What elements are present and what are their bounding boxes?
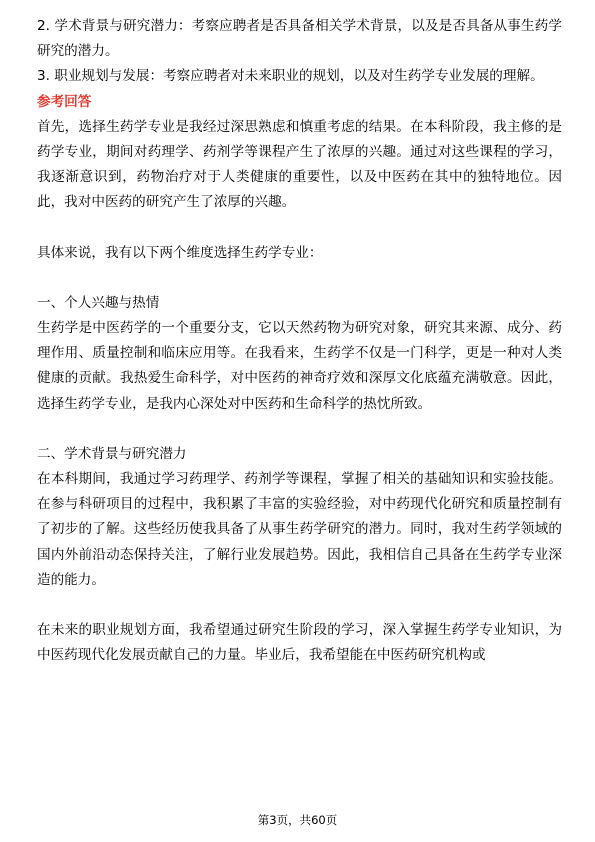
section2-heading: 二、学术背景与研究潜力 bbox=[37, 445, 187, 462]
section1-heading: 一、个人兴趣与热情 bbox=[37, 294, 160, 311]
criterion-3: 3. 职业规划与发展：考察应聘者对未来职业的规划，以及对生药学专业发展的理解。 bbox=[37, 68, 544, 85]
criterion-2: 2. 学术背景与研究潜力：考察应聘者是否具备相关学术背景，以及是否具备从事生药学研究的潜力。 bbox=[37, 18, 562, 60]
career-paragraph: 在未来的职业规划方面，我希望通过研究生阶段的学习，深入掌握生药学专业知识，为中医药现代化发展贡献自己的力量。毕业后，我希望能在中医药研究机构或 bbox=[37, 622, 562, 664]
answer-label: 参考回答 bbox=[37, 93, 92, 110]
intro-paragraph: 首先，选择生药学专业是我经过深思熟虑和慎重考虑的结果。在本科阶段，我主修的是药学专业，期间对药理学、药剂学等课程产生了浓厚的兴趣。通过对这些课程的学习，我逐渐意识到，药物治疗对于人类健康的重要性，以及中医药在其中的独特地位。因此，我对中医药的研究产生了浓厚的兴趣。 bbox=[37, 118, 562, 211]
document-body bbox=[37, 14, 562, 668]
section2-body: 在本科期间，我通过学习药理学、药剂学等课程，掌握了相关的基础知识和实验技能。在参与科研项目的过程中，我积累了丰富的实验经验，对中药现代化研究和质量控制有了初步的了解。这些经历使我具备了从事生药学研究的潜力。同时，我对生药学领域的国内外前沿动态保持关注，了解行业发展趋势。因此，我相信自己具备在生药学专业深造的能力。 bbox=[37, 471, 562, 588]
page-number: 第3页，共60页 bbox=[257, 813, 338, 827]
section1-body: 生药学是中医药学的一个重要分支，它以天然药物为研究对象，研究其来源、成分、药理作用、质量控制和临床应用等。在我看来，生药学不仅是一门科学，更是一种对人类健康的贡献。我热爱生命科学，对中医药的神奇疗效和深厚文化底蕴充满敬意。因此，选择生药学专业，是我内心深处对中医药和生命科学的热忱所致。 bbox=[37, 320, 562, 412]
dimensions-intro: 具体来说，我有以下两个维度选择生药学专业： bbox=[37, 244, 323, 261]
